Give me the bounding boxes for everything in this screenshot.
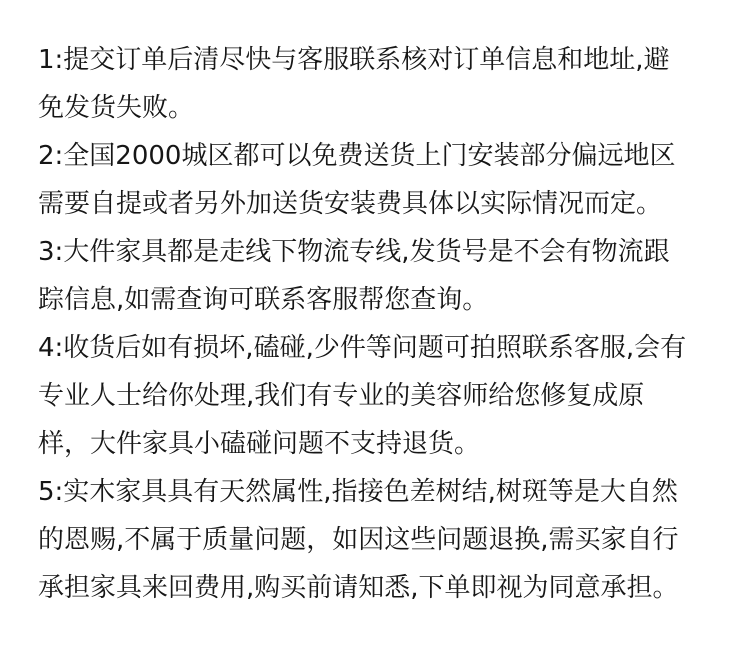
notice-line: 承担家具来回费用,购买前请知悉,下单即视为同意承担。 (38, 573, 679, 603)
notice-line: 专业人士给你处理,我们有专业的美容师给您修复成原 (38, 381, 645, 411)
notice-line: 免发货失败。 (38, 93, 195, 123)
notice-line: 3:大件家具都是走线下物流专线,发货号是不会有物流跟 (38, 237, 670, 267)
notice-item-2 (38, 132, 728, 228)
notice-line: 4:收货后如有损坏,磕碰,少件等问题可拍照联系客服,会有 (38, 333, 687, 363)
notice-line: 的恩赐,不属于质量问题，如因这些问题退换,需买家自行 (38, 525, 679, 555)
notice-line: 1:提交订单后清尽快与客服联系核对订单信息和地址,避 (38, 45, 670, 75)
notice-line: 5:实木家具具有天然属性,指接色差树结,树斑等是大自然 (38, 477, 678, 507)
notice-line: 2:全国2000城区都可以免费送货上门安装部分偏远地区 (38, 141, 676, 171)
notice-line: 样，大件家具小磕碰问题不支持退货。 (38, 429, 481, 459)
notice-line: 需要自提或者另外加送货安装费具体以实际情况而定。 (38, 189, 663, 219)
notice-item-4 (38, 324, 728, 468)
notice-line: 踪信息,如需查询可联系客服帮您查询。 (38, 285, 489, 315)
notice-item-3 (38, 228, 728, 324)
notice-item-5 (38, 468, 728, 612)
notice-item-1 (38, 36, 728, 132)
notice-text-block (38, 36, 728, 612)
